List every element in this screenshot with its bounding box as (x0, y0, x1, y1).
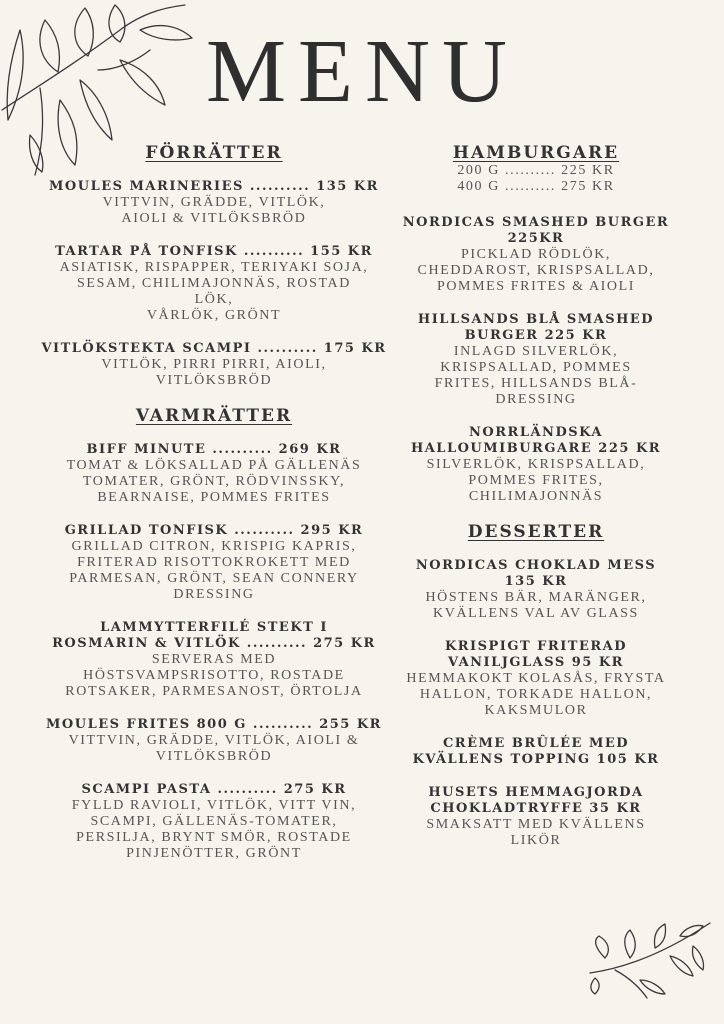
dish-description-line: DRESSING (173, 587, 255, 602)
dish-description-line: POMMES FRITES & AIOLI (436, 279, 636, 294)
forratter-list (36, 179, 392, 389)
dish-description-line: VITTVIN, GRÄDDE, VITLÖK, (102, 195, 326, 210)
dish-description-line: SERVERAS MED (151, 652, 277, 667)
dish-description-line: FRITERAD RISOTTOKROKETT MED (77, 555, 351, 570)
dish-description-line: DRESSING (495, 392, 577, 407)
dish-title: HUSETS HEMMAGJORDA CHOKLADTRYFFE 35 KR (428, 785, 644, 816)
dish-title: VITLÖKSTEKTA SCAMPI .......... 175 KR (41, 341, 387, 356)
dish-description-line: HEMMAKOKT KOLASÅS, FRYSTA (406, 671, 666, 686)
dish-description-line: LIKÖR (510, 833, 562, 848)
desserter-list (390, 558, 682, 849)
burger-sizes (390, 163, 682, 195)
varmratter-item (36, 523, 392, 603)
menu-title: MENU (206, 22, 519, 121)
dish-description-line: ASIATISK, RISPAPPER, TERIYAKI SOJA, (59, 260, 369, 275)
dish-title: TARTAR PÅ TONFISK .......... 155 KR (55, 244, 373, 259)
desserter-item (390, 736, 682, 768)
hamburgare-item (390, 312, 682, 408)
varmratter-item (36, 442, 392, 506)
dish-description-line: PICKLAD RÖDLÖK, (461, 247, 611, 262)
desserter-item (390, 639, 682, 719)
dish-description-line: KVÄLLENS VAL AV GLASS (433, 606, 639, 621)
varmratter-item (36, 620, 392, 700)
dish-description-line: SCAMPI, GÄLLENÄS-TOMATER, (90, 814, 338, 829)
forratter-item (36, 244, 392, 324)
dish-description-line: VITLÖK, PIRRI PIRRI, AIOLI, (101, 357, 327, 372)
varmratter-item (36, 717, 392, 765)
dish-description-line: CHILIMAJONNÄS (468, 489, 604, 504)
hamburgare-item (390, 215, 682, 295)
dish-description-line: SILVERLÖK, KRISPSALLAD, (426, 457, 646, 472)
dish-description-line: HÖSTENS BÄR, MARÄNGER, (425, 590, 647, 605)
dish-description-line: VÅRLÖK, GRÖNT (146, 308, 282, 323)
desserter-item (390, 558, 682, 622)
dish-title: NORRLÄNDSKA HALLOUMIBURGARE 225 KR (410, 425, 662, 456)
varmratter-list (36, 442, 392, 862)
dish-description-line: PARMESAN, GRÖNT, SEAN CONNERY (69, 571, 359, 586)
dish-description-line: ROTSAKER, PARMESANOST, ÖRTOLJA (65, 684, 363, 699)
desserter-item (390, 785, 682, 849)
dish-description-line: VITTVIN, GRÄDDE, VITLÖK, AIOLI & (68, 733, 360, 748)
dish-title: SCAMPI PASTA .......... 275 KR (81, 782, 347, 797)
dish-description-line: FRITES, HILLSANDS BLÅ- (434, 376, 638, 391)
dish-description-line: TOMAT & LÖKSALLAD PÅ GÄLLENÄS (66, 458, 362, 473)
dish-description-line: VITLÖKSBRÖD (155, 373, 273, 388)
dish-description-line: INLAGD SILVERLÖK, (453, 344, 619, 359)
dish-title: HILLSANDS BLÅ SMASHED BURGER 225 KR (417, 312, 655, 343)
burger-size-400g: 400 G .......... 275 KR (457, 179, 615, 194)
dish-description-line: GRILLAD CITRON, KRISPIG KAPRIS, (71, 539, 357, 554)
leaf-sprig-icon (585, 918, 715, 1000)
burger-size-200g: 200 G .......... 225 KR (457, 163, 615, 178)
dish-description-line: KAKSMULOR (484, 703, 588, 718)
dish-description-line: PINJENÖTTER, GRÖNT (126, 846, 302, 861)
dish-description-line: BEARNAISE, POMMES FRITES (97, 490, 331, 505)
section-heading-varmratter: VARMRÄTTER (135, 406, 293, 426)
dish-description-line: PERSILJA, BRYNT SMÖR, ROSTADE (76, 830, 352, 845)
dish-description-line: HALLON, TORKADE HALLON, (419, 687, 653, 702)
dish-description-line: TOMATER, GRÖNT, RÖDVINSSKY, (82, 474, 346, 489)
dish-title: MOULES FRITES 800 G .......... 255 KR (46, 717, 382, 732)
dish-description-line: SMAKSATT MED KVÄLLENS (426, 817, 646, 832)
dish-description-line: SESAM, CHILIMAJONNÄS, ROSTAD (77, 276, 351, 291)
forratter-item (36, 341, 392, 389)
hamburgare-item (390, 425, 682, 505)
dish-description-line: VITLÖKSBRÖD (155, 749, 273, 764)
dish-description-line: KRISPSALLAD, POMMES (440, 360, 632, 375)
right-column (390, 143, 682, 866)
dish-description-line: FYLLD RAVIOLI, VITLÖK, VITT VIN, (71, 798, 357, 813)
dish-title: NORDICAS SMASHED BURGER 225KR (402, 215, 670, 246)
dish-title: LAMMYTTERFILÉ STEKT I ROSMARIN & VITLÖK .......... 275 KR (52, 620, 376, 651)
dish-description-line: AIOLI & VITLÖKSBRÖD (121, 211, 307, 226)
section-heading-desserter: DESSERTER (467, 522, 605, 542)
dish-description-line: LÖK, (194, 292, 234, 307)
varmratter-item (36, 782, 392, 862)
dish-title: MOULES MARINERIES .......... 135 KR (49, 179, 379, 194)
dish-title: GRILLAD TONFISK .......... 295 KR (64, 523, 364, 538)
dish-description-line: HÖSTSVAMPSRISOTTO, ROSTADE (83, 668, 345, 683)
dish-title: BIFF MINUTE .......... 269 KR (86, 442, 342, 457)
section-heading-forratter: FÖRRÄTTER (145, 143, 283, 163)
dish-title: KRISPIGT FRITERAD VANILJGLASS 95 KR (444, 639, 628, 670)
left-column (36, 143, 392, 879)
hamburgare-list (390, 215, 682, 505)
dish-description-line: POMMES FRITES, (468, 473, 604, 488)
forratter-item (36, 179, 392, 227)
dish-title: CRÈME BRÛLÉE MED KVÄLLENS TOPPING 105 KR (412, 736, 660, 767)
dish-description-line: CHEDDAROST, KRISPSALLAD, (417, 263, 655, 278)
dish-title: NORDICAS CHOKLAD MESS 135 KR (415, 558, 657, 589)
section-heading-hamburgare: HAMBURGARE (452, 143, 620, 163)
